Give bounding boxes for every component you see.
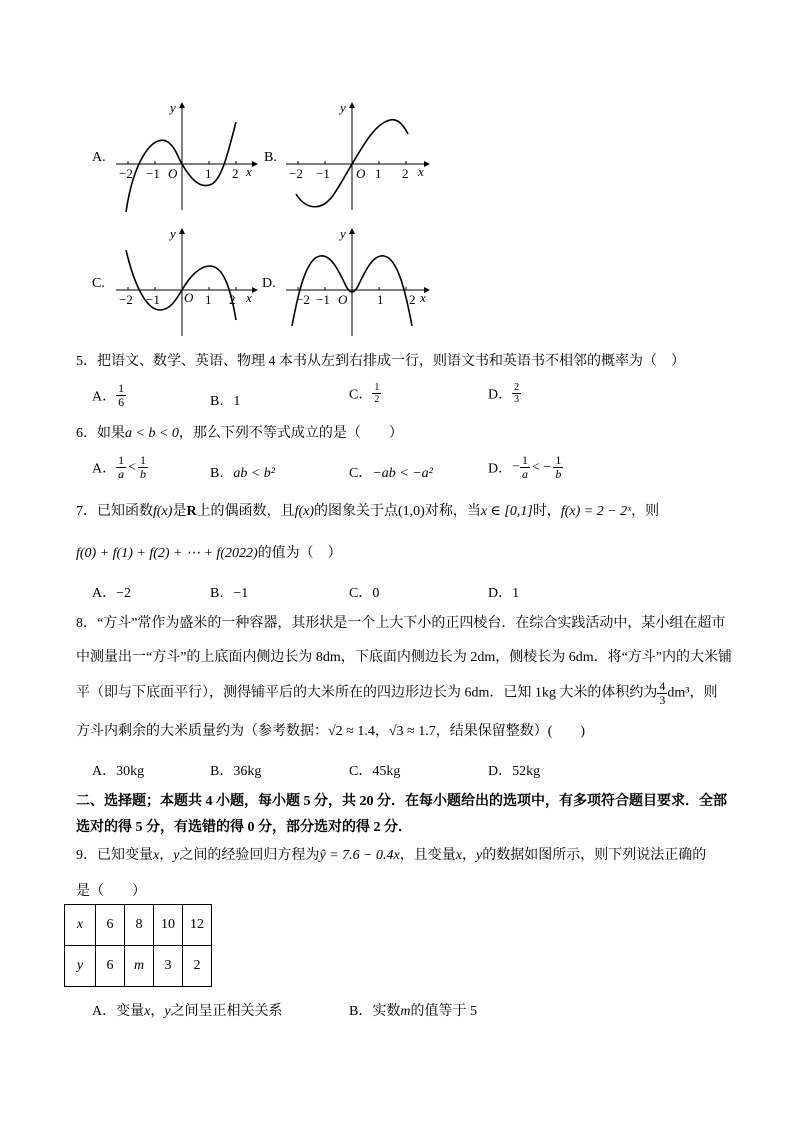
q7-text: 是	[172, 504, 187, 519]
q6-a-den1: a	[118, 467, 125, 481]
q5-option-c	[349, 382, 381, 405]
q9-option-b	[349, 1000, 477, 1020]
tick-label: −1	[146, 292, 160, 307]
tick-label: 1	[377, 292, 384, 307]
q6-d-frac1	[520, 454, 530, 481]
tick-label: −1	[316, 292, 330, 307]
q7-line2	[76, 544, 342, 564]
option-d-label: D.	[262, 276, 276, 291]
q9-b-text: 实数	[372, 1004, 401, 1019]
q7-c-label: C．	[349, 586, 373, 601]
q5-d-denominator: 3	[514, 394, 520, 405]
option-b-label: B.	[264, 150, 277, 165]
graph-d	[282, 224, 432, 344]
graph-a	[112, 98, 262, 218]
q6-a-frac1	[116, 454, 126, 481]
q6-c-label: C．	[349, 466, 373, 481]
tick-label: −2	[296, 292, 310, 307]
graph-c	[112, 224, 262, 344]
q5-a-numerator: 1	[118, 381, 125, 395]
q9-a-text: 变量	[116, 1004, 145, 1019]
table-cell: 10	[154, 905, 183, 946]
graph-b	[282, 98, 432, 218]
q7-real-set: R	[186, 504, 197, 519]
q8-text: ，	[374, 724, 389, 739]
q8-option-c	[349, 760, 400, 780]
q9-line1	[76, 846, 706, 866]
tick-label: 2	[232, 166, 239, 181]
q8-c-value: 45kg	[372, 764, 401, 779]
q6-a-num1: 1	[118, 453, 125, 467]
q7-text: 上的偶函数，且	[196, 504, 295, 519]
q9-text: 之间的经验回归方程为	[179, 848, 320, 863]
q8-unit: dm³	[667, 685, 690, 701]
q8-option-d	[488, 760, 540, 780]
q6-option-b	[210, 462, 275, 482]
q9-var-m: m	[400, 1004, 411, 1019]
q7-text: 7．已知函数	[76, 504, 153, 519]
tick-label: −2	[119, 166, 133, 181]
x-axis-label: x	[420, 290, 426, 305]
q8-text: 方斗内剩余的大米质量约为（参考数据：	[76, 724, 328, 739]
section-2-heading-line2: 选对的得 5 分，有选错的得 0 分，部分选对的得 2 分．	[76, 820, 412, 835]
q5-b-label: B．	[210, 394, 234, 409]
q6-d-den2: b	[555, 467, 562, 481]
q6-b-expr: ab < b²	[233, 466, 275, 481]
q7-sum-expr: f(0) + f(1) + f(2) + ⋯ + f(2022)	[76, 546, 258, 561]
q6-a-num2: 1	[140, 453, 147, 467]
q8-text: ，则	[689, 685, 718, 701]
q9-text: ，	[159, 848, 174, 863]
q8-b-value: 36kg	[233, 764, 262, 779]
origin-label: O	[338, 292, 348, 307]
table-row	[65, 905, 212, 946]
q9-text: 的数据如图所示，则下列说法正确的	[482, 848, 707, 863]
q6-a-op: <	[128, 459, 137, 475]
q5-c-numerator: 1	[374, 382, 380, 393]
q5-d-label: D．	[488, 387, 513, 403]
q7-text: 的值为（ ）	[257, 546, 342, 561]
q7-line1	[76, 502, 659, 522]
option-c-label: C.	[92, 276, 105, 291]
table-cell: 6	[96, 905, 125, 946]
q6-d-pre: −	[512, 459, 521, 475]
q5-option-b	[210, 390, 240, 410]
tick-label: 2	[229, 292, 236, 307]
q9-data-table	[64, 904, 212, 987]
q6-a-den2: b	[140, 467, 147, 481]
y-axis-label: y	[170, 100, 176, 115]
q8-a-label: A．	[92, 764, 117, 779]
q9-a-label: A．	[92, 1004, 117, 1019]
table-cell: 2	[183, 946, 212, 987]
q8-option-b	[210, 760, 261, 780]
q9-var-x: x	[153, 848, 160, 863]
q9-text: 9．已知变量	[76, 848, 153, 863]
table-cell: 12	[183, 905, 212, 946]
q5-d-numerator: 2	[514, 382, 520, 393]
q5-a-fraction	[116, 382, 126, 409]
q7-b-label: B．	[210, 586, 234, 601]
tick-label: −1	[316, 166, 330, 181]
y-axis-label: y	[340, 100, 346, 115]
q9-text: ，且变量	[399, 848, 456, 863]
q9-regression-equation: ŷ = 7.6 − 0.4x	[319, 848, 400, 863]
q5-a-label: A．	[92, 389, 117, 405]
q9-text: ，	[461, 848, 476, 863]
q9-text: ，	[150, 1004, 165, 1019]
q7-a-value: −2	[116, 586, 132, 601]
tick-label: −2	[119, 292, 133, 307]
q5-a-denominator: 6	[118, 395, 125, 409]
q6-d-num2: 1	[555, 453, 562, 467]
tick-label: 1	[205, 292, 212, 307]
q9-a-text: 之间呈正相关关系	[170, 1004, 283, 1019]
table-row	[65, 946, 212, 987]
q7-option-d	[488, 582, 519, 602]
q7-formula: f(x) = 2 − 2ˣ	[560, 504, 632, 519]
q6-stem-post: ，那么下列不等式成立的是（ ）	[178, 426, 403, 441]
q6-d-den1: a	[522, 467, 529, 481]
q8-a-value: 30kg	[116, 764, 145, 779]
origin-label: O	[184, 290, 194, 305]
q8-text: ，结果保留整数）( )	[435, 724, 586, 739]
q6-d-frac2	[553, 454, 563, 481]
q9-line2: 是（ ）	[76, 884, 146, 899]
table-cell: x	[65, 905, 96, 946]
q6-option-d	[488, 454, 563, 481]
table-cell: 8	[125, 905, 154, 946]
q7-option-c	[349, 582, 379, 602]
q9-var-y: y	[475, 848, 483, 863]
q6-stem	[76, 424, 403, 444]
q5-c-denominator: 2	[374, 394, 380, 405]
q7-c-value: 0	[372, 586, 380, 601]
tick-label: −1	[146, 166, 160, 181]
q7-text: 的图象关于点	[314, 504, 398, 519]
q5-option-a	[92, 382, 126, 409]
q8-ref2: √3 ≈ 1.7	[388, 724, 436, 739]
tick-label: 1	[205, 166, 212, 181]
q7-fx: f(x)	[294, 504, 314, 519]
option-a-label: A.	[92, 150, 106, 165]
table-cell: y	[65, 946, 96, 987]
q7-point: (1,0)	[398, 504, 425, 519]
q7-option-a	[92, 582, 131, 602]
q7-text: ，则	[631, 504, 660, 519]
q6-option-a	[92, 454, 148, 481]
q6-b-label: B．	[210, 466, 234, 481]
q8-numerator: 4	[659, 679, 666, 693]
q7-b-value: −1	[233, 586, 249, 601]
tick-label: 1	[375, 166, 382, 181]
table-cell: m	[125, 946, 154, 987]
q8-d-label: D．	[488, 764, 513, 779]
q5-option-d	[488, 382, 521, 405]
q8-denominator: 3	[659, 693, 666, 707]
q6-d-label: D．	[488, 461, 513, 477]
q6-c-expr: −ab < −a²	[372, 466, 433, 481]
tick-label: 2	[402, 166, 409, 181]
q5-d-fraction	[512, 382, 521, 405]
origin-label: O	[356, 166, 366, 181]
y-axis-label: y	[170, 226, 176, 241]
q6-option-c	[349, 462, 433, 482]
q9-b-label: B．	[349, 1004, 373, 1019]
q7-d-value: 1	[512, 586, 520, 601]
q7-text: 对称，当	[424, 504, 481, 519]
q6-a-frac2	[138, 454, 148, 481]
q8-d-value: 52kg	[512, 764, 541, 779]
table-cell: 3	[154, 946, 183, 987]
q8-line4	[76, 722, 585, 742]
q9-var-x: x	[455, 848, 462, 863]
q8-c-label: C．	[349, 764, 373, 779]
q6-d-num1: 1	[522, 453, 529, 467]
x-axis-label: x	[246, 290, 252, 305]
q7-fx: f(x)	[153, 504, 173, 519]
q8-b-label: B．	[210, 764, 234, 779]
q7-text: 时，	[532, 504, 561, 519]
q8-fraction	[657, 680, 667, 707]
origin-label: O	[168, 166, 178, 181]
q9-var-x: x	[144, 1004, 151, 1019]
q9-option-a	[92, 1000, 283, 1020]
q8-text: 平（即与下底面平行），测得铺平后的大米所在的四边形边长为 6dm．已知 1kg 大米的体积约为	[76, 685, 658, 701]
q8-line2: 中测量出一“方斗”的上底面内侧边长为 8dm，下底面内侧边长为 2dm，侧棱长为 6dm．将“方斗”内的大米铺	[76, 650, 733, 665]
q8-line1: 8．“方斗”常作为盛米的一种容器，其形状是一个上大下小的正四棱台．在综合实践活动中，某小组在超市	[76, 616, 726, 631]
q9-var-y: y	[164, 1004, 171, 1019]
y-axis-label: y	[340, 226, 346, 241]
q6-d-op: < −	[532, 459, 552, 475]
q7-condition: x ∈ [0,1]	[480, 504, 533, 519]
q7-a-label: A．	[92, 586, 117, 601]
q5-c-label: C．	[349, 387, 373, 403]
x-axis-label: x	[246, 164, 252, 179]
table-cell: 6	[96, 946, 125, 987]
x-axis-label: x	[418, 164, 424, 179]
q9-var-y: y	[173, 848, 180, 863]
q6-condition: a < b < 0	[125, 426, 179, 441]
q9-b-text: 的值等于 5	[410, 1004, 477, 1019]
q5-b-value: 1	[233, 394, 241, 409]
tick-label: −2	[289, 166, 303, 181]
q6-a-label: A．	[92, 461, 117, 477]
q6-stem-pre: 6．如果	[76, 426, 125, 441]
q8-option-a	[92, 760, 144, 780]
q8-line3	[76, 680, 717, 707]
section-2-heading-line1: 二、选择题；本题共 4 小题，每小题 5 分，共 20 分．在每小题给出的选项中，有多项符合题目要求．全部	[76, 794, 727, 809]
tick-label: 2	[409, 292, 416, 307]
q7-option-b	[210, 582, 248, 602]
q7-d-label: D．	[488, 586, 513, 601]
q8-ref1: √2 ≈ 1.4	[328, 724, 375, 739]
q5-c-fraction	[372, 382, 381, 405]
q5-stem: 5．把语文、数学、英语、物理 4 本书从左到右排成一行，则语文书和英语书不相邻的概率为（ ）	[76, 354, 685, 369]
